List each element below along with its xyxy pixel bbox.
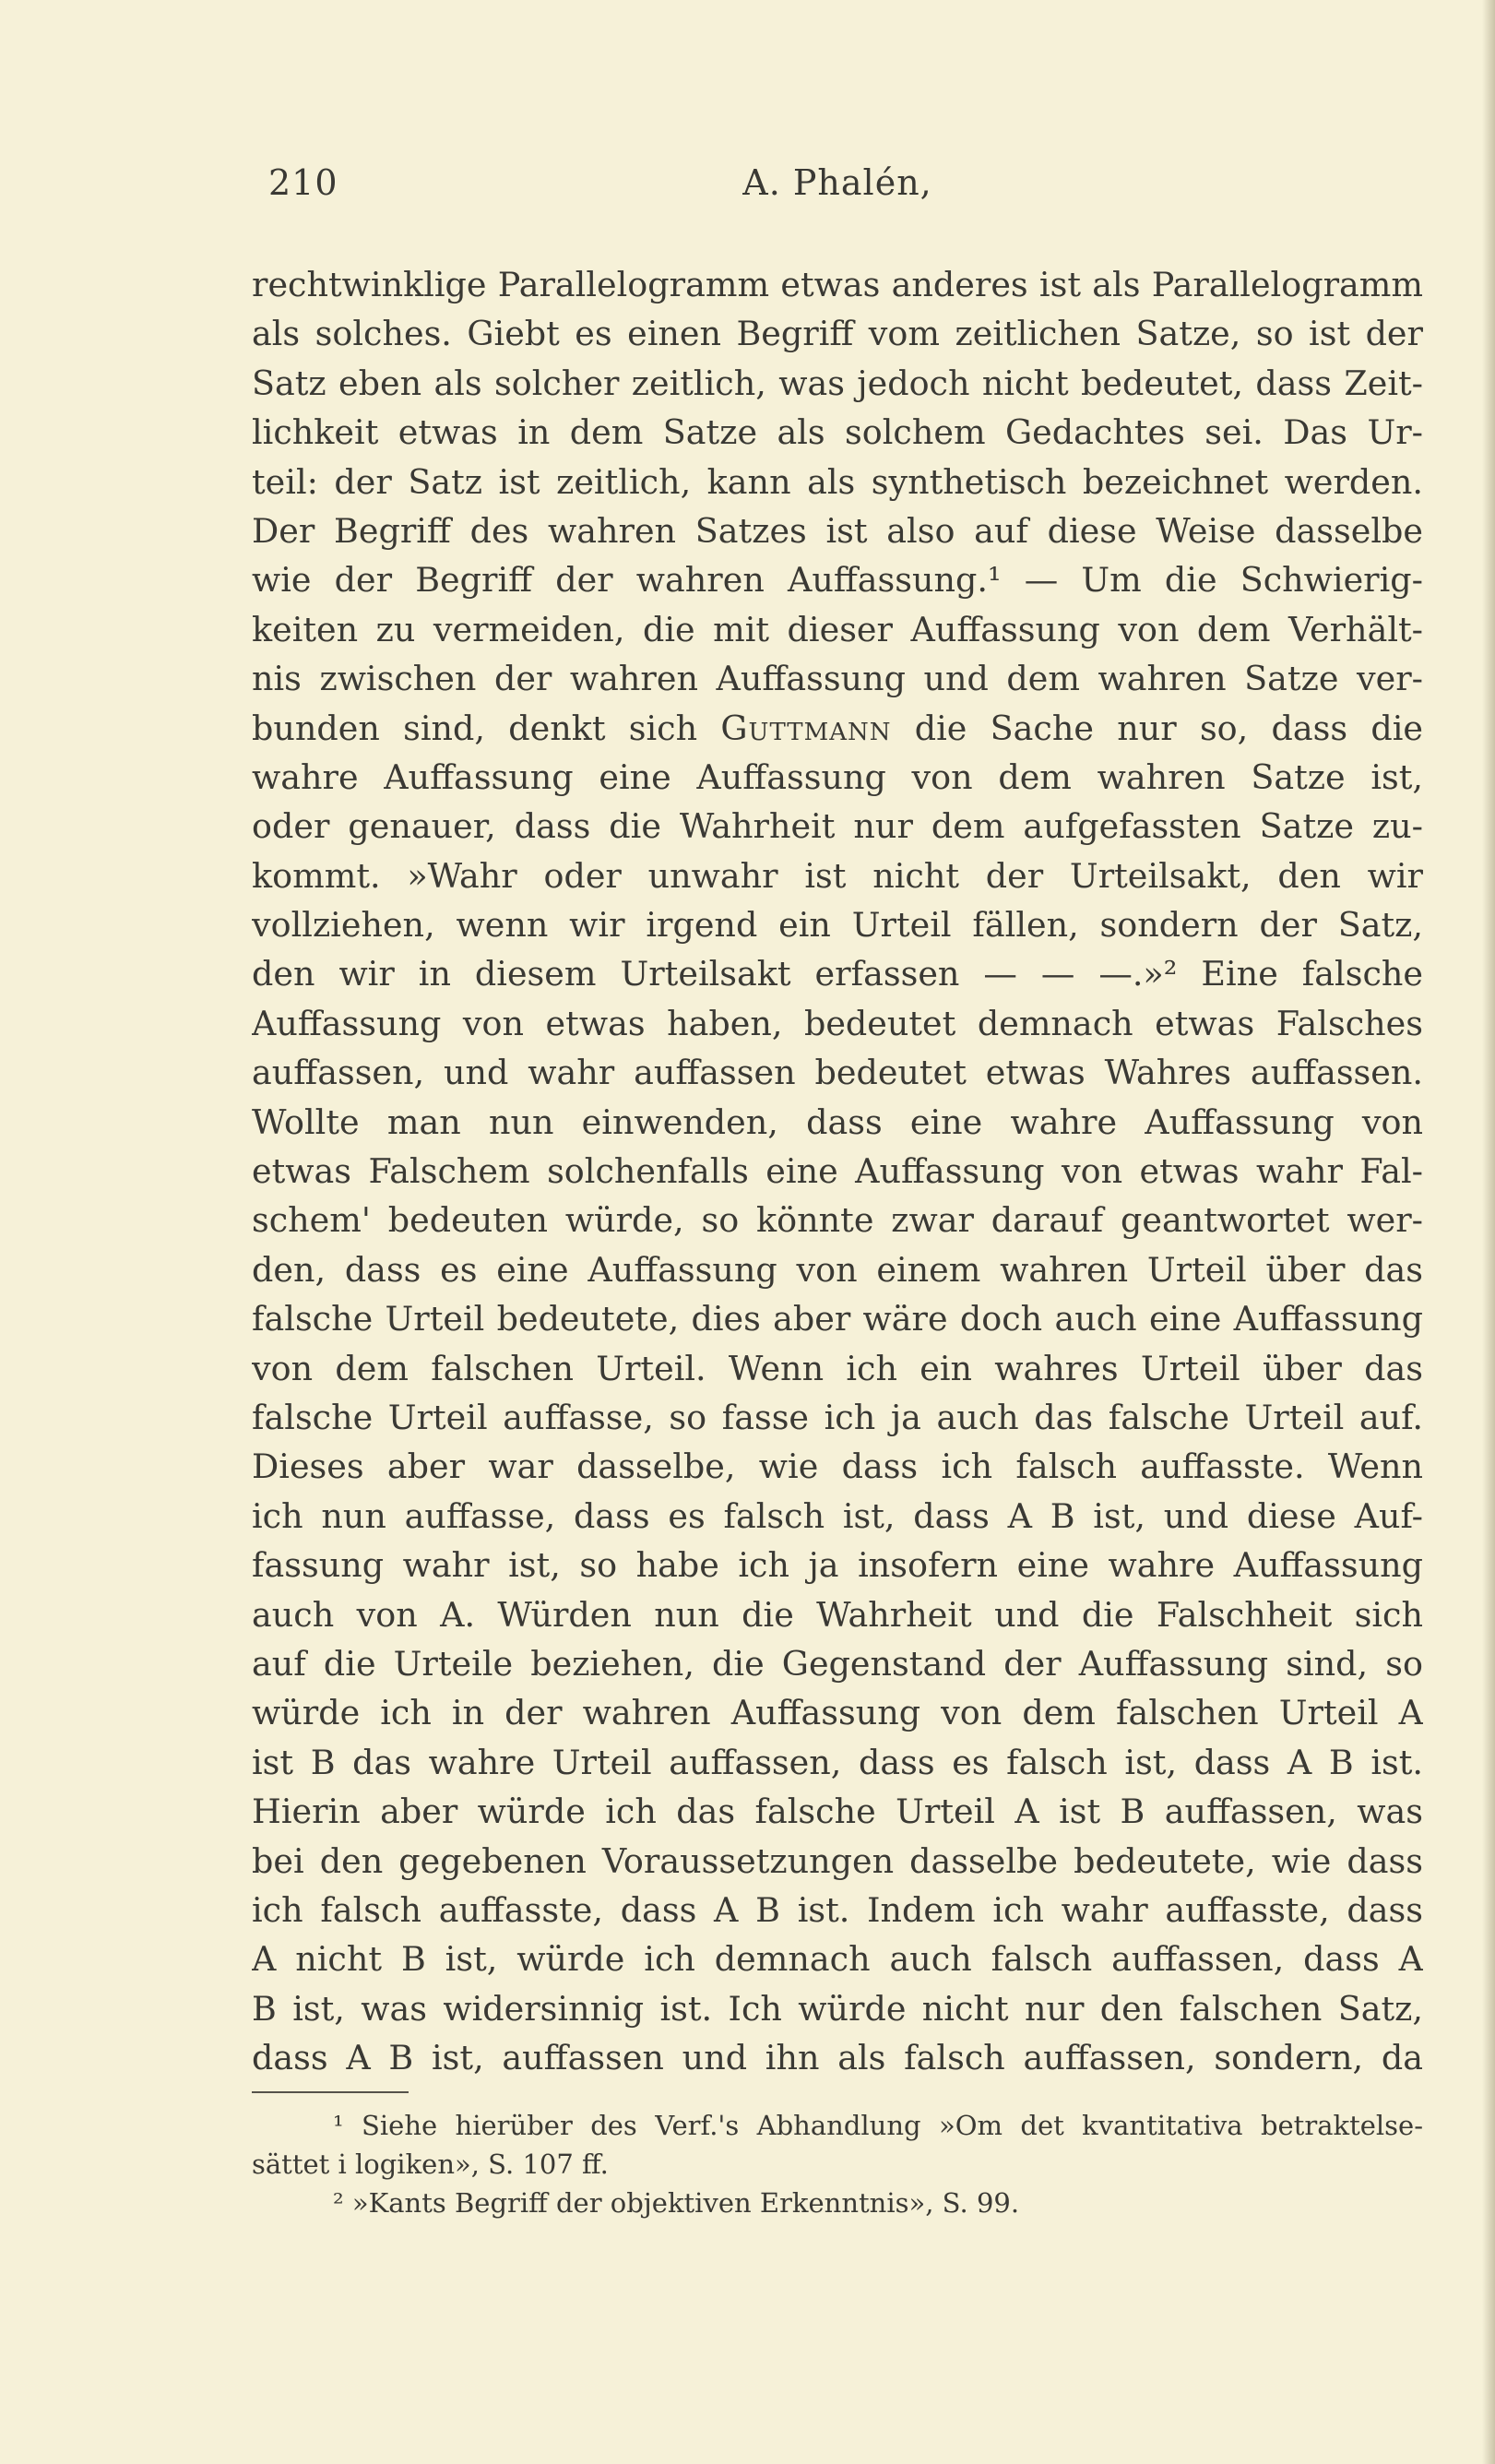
- text-line: kommt. »Wahr oder unwahr ist nicht der Urteilsakt, den wir: [252, 855, 1423, 896]
- body-text: [252, 260, 1423, 2082]
- page-number: 210: [268, 162, 338, 203]
- footnotes: [252, 2106, 1423, 2222]
- text-line: fassung wahr ist, so habe ich ja insofern eine wahre Auffassung: [252, 1545, 1423, 1586]
- text-line: auch von A. Würden nun die Wahrheit und die Falschheit sich: [252, 1594, 1423, 1635]
- page-edge-shadow: [1482, 0, 1495, 2464]
- text-line: oder genauer, dass die Wahrheit nur dem aufgefassten Satze zu-: [252, 806, 1423, 847]
- text-line: wie der Begriff der wahren Auffassung.¹ — Um die Schwierig-: [252, 560, 1423, 601]
- author-name-small-caps: Guttmann: [720, 708, 892, 748]
- footnote-1-line-2: sättet i logiken», S. 107 ff.: [252, 2149, 609, 2181]
- text-line: etwas Falschem solchenfalls eine Auffassung von etwas wahr Fal-: [252, 1151, 1423, 1192]
- text-line: ich nun auffasse, dass es falsch ist, dass A B ist, und diese Auf-: [252, 1495, 1423, 1536]
- text-line: rechtwinklige Parallelogramm etwas anderes ist als Parallelogramm: [252, 265, 1423, 304]
- text-line: bei den gegebenen Voraussetzungen dasselbe bedeutete, wie dass: [252, 1840, 1423, 1881]
- footnote-1-line-1: ¹ Siehe hierüber des Verf.'s Abhandlung »Om det kvantitativa betraktelse-: [333, 2110, 1423, 2142]
- footnote-rule: [252, 2091, 409, 2093]
- page: [252, 162, 1423, 2222]
- text-line: falsche Urteil bedeutete, dies aber wäre doch auch eine Auffassung: [252, 1299, 1423, 1339]
- text-line: teil: der Satz ist zeitlich, kann als synthetisch bezeichnet werden.: [252, 461, 1423, 502]
- text-line: als solches. Giebt es einen Begriff vom zeitlichen Satze, so ist der: [252, 314, 1423, 354]
- text-line: Auffassung von etwas haben, bedeutet demnach etwas Falsches: [252, 1003, 1423, 1043]
- text-line: auffassen, und wahr auffassen bedeutet etwas Wahres auffassen.: [252, 1053, 1423, 1093]
- text-line: lichkeit etwas in dem Satze als solchem Gedachtes sei. Das Ur-: [252, 412, 1423, 453]
- text-line: ich falsch auffasste, dass A B ist. Indem ich wahr auffasste, dass: [252, 1889, 1423, 1930]
- text-line: bunden sind, denkt sich Guttmann die Sache nur so, dass die: [252, 708, 1423, 748]
- text-line: falsche Urteil auffasse, so fasse ich ja auch das falsche Urteil auf.: [252, 1397, 1423, 1437]
- running-head: [252, 162, 1423, 218]
- text-line: von dem falschen Urteil. Wenn ich ein wahres Urteil über das: [252, 1348, 1423, 1388]
- text-line: schem' bedeuten würde, so könnte zwar darauf geantwortet wer-: [252, 1200, 1423, 1241]
- text-line: den wir in diesem Urteilsakt erfassen — — —.»² Eine falsche: [252, 954, 1423, 994]
- footnote-2: ² »Kants Begriff der objektiven Erkenntnis», S. 99.: [333, 2187, 1020, 2220]
- text-line: Der Begriff des wahren Satzes ist also auf diese Weise dasselbe: [252, 510, 1423, 551]
- text-line: ist B das wahre Urteil auffassen, dass es falsch ist, dass A B ist.: [252, 1742, 1423, 1782]
- text-line: Hierin aber würde ich das falsche Urteil A ist B auffassen, was: [252, 1791, 1423, 1832]
- text-line: A nicht B ist, würde ich demnach auch falsch auffassen, dass A: [252, 1939, 1423, 1980]
- running-head-title: A. Phalén,: [742, 162, 932, 203]
- text-line: Dieses aber war dasselbe, wie dass ich falsch auffasste. Wenn: [252, 1446, 1423, 1487]
- text-line: auf die Urteile beziehen, die Gegenstand der Auffassung sind, so: [252, 1643, 1423, 1684]
- text-line: Wollte man nun einwenden, dass eine wahre Auffassung von: [252, 1101, 1423, 1142]
- text-line: wahre Auffassung eine Auffassung von dem wahren Satze ist,: [252, 756, 1423, 797]
- text-line: nis zwischen der wahren Auffassung und dem wahren Satze ver-: [252, 659, 1423, 699]
- text-line: den, dass es eine Auffassung von einem wahren Urteil über das: [252, 1249, 1423, 1290]
- text-line: dass A B ist, auffassen und ihn als falsch auffassen, sondern, da: [252, 2038, 1423, 2078]
- text-line: Satz eben als solcher zeitlich, was jedoch nicht bedeutet, dass Zeit-: [252, 363, 1423, 403]
- text-line: keiten zu vermeiden, die mit dieser Auffassung von dem Verhält-: [252, 609, 1423, 649]
- text-line: B ist, was widersinnig ist. Ich würde nicht nur den falschen Satz,: [252, 1988, 1423, 2029]
- text-line: vollziehen, wenn wir irgend ein Urteil fällen, sondern der Satz,: [252, 905, 1423, 946]
- text-line: würde ich in der wahren Auffassung von dem falschen Urteil A: [252, 1693, 1423, 1733]
